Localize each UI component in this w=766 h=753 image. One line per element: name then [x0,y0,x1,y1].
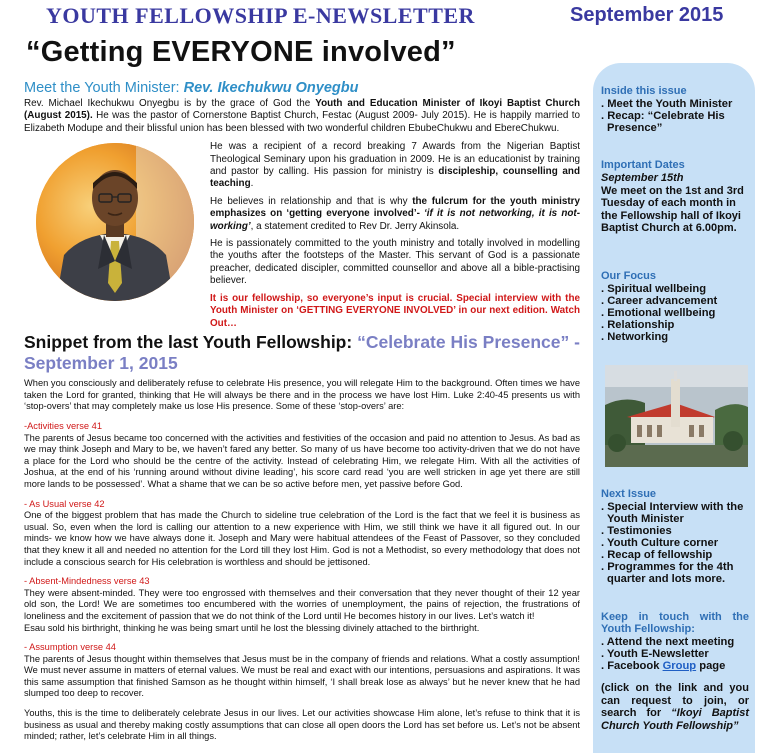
focus-block [601,270,749,343]
inside-item: Presence” [607,122,663,134]
minister-portrait-image [36,143,194,301]
focus-item: . Emotional wellbeing [601,307,716,319]
snippet-intro: When you consciously and deliberately refuse to celebrate His presence, you will relegate Him to the background. Often times we have taken the Lord for granted, thinking that He will always be there and in the process we have lost Him. Luke 2:40-45 presents us with ‘stop-overs’ that may completely make us lose His presence. Some of these ‘stop-overs’ are: [24,378,580,412]
church-photo [605,365,748,467]
minister-name: Rev. Ikechukwu Onyegbu [183,80,359,96]
touch-item: . Facebook Group page [601,660,726,672]
minister-intro: Rev. Michael Ikechukwu Onyegbu is by the grace of God the Youth and Education Minister of Ikoyi Baptist Church (August 2015). He was the pastor of Cornerstone Baptist Church, Festac (August 2009- July 2015). He is happily married to Elizabeth Modupe and their blissful union has been blessed with two wonderful children EbubeChukwu and EbereChukwu. [24,98,581,134]
point-label: - Absent-Mindedness verse 43 [24,576,150,587]
next-item: . Youth Culture corner [601,537,719,549]
minister-heading: Meet the Youth Minister: Rev. Ikechukwu Onyegbu [24,80,359,96]
next-item: . Programmes for the 4th [601,561,734,573]
next-item: . Recap of fellowship [601,549,713,561]
snippet-point: - Absent-Mindedness verse 43 They were absent-minded. They were too engrossed with themselves and their conversation that they never thought of their 12 year old son, the Lord! We are sometimes too encumbered with the worries of unemployment, the pains of rejection, the frustrations of loneliness and the excitement of passion that we do not think of the Lord until He becomes history in our lives. Let’s watch it! Esau sold his birthright, thinking he was being smart until he lost the blessing divinely attached to the birthright. [24,576,580,633]
touch-item: . Attend the next meeting [601,636,735,648]
bio-paragraph: He is passionately committed to the youth ministry and totally involved in modelling the youths after the footsteps of the Master. This servant of God is a passionate preacher, dedicated discipler, committed counsellor and above all a bible-practising believer. [210,238,580,287]
inside-issue-block [601,85,749,134]
keep-in-touch-block [601,611,749,732]
snippet-heading: Snippet from the last Youth Fellowship: “Celebrate His Presence” - September 1, 2015 [24,332,580,374]
touch-heading: Keep in touch with the Youth Fellowship: [601,611,749,635]
issue-date: September 2015 [570,4,724,26]
focus-heading: Our Focus [601,270,657,282]
sidebar [593,63,755,753]
interview-notice: It is our fellowship, so everyone’s input is crucial. Special interview with the Youth Minister on ‘GETTING EVERYONE INVOLVED’ in our next edition. Watch Out… [210,292,580,329]
snippet-body [24,378,580,743]
focus-item: . Spiritual wellbeing [601,283,707,295]
meeting-date: September 15th [601,172,684,184]
inside-item: . Meet the Youth Minister [601,98,733,110]
bio-paragraph: He was a recipient of a record breaking 7 Awards from the Nigerian Baptist Theological Seminary upon his graduation in 2009. He is an educationist by training and pastor by calling. His passion for ministry is discipleship, counselling and teaching. [210,141,580,190]
minister-photo [36,143,194,301]
next-item: Youth Minister [607,513,684,525]
next-item: . Testimonies [601,525,672,537]
next-item: quarter and lots more. [607,573,726,585]
main-column [24,80,580,751]
next-issue-block [601,488,749,585]
point-label: -Activities verse 41 [24,421,103,431]
point-label: - Assumption verse 44 [24,642,116,653]
snippet-point: -Activities verse 41 The parents of Jesus became too concerned with the activities and festivities of the occasion and paid no attention to Jesus. As bad as we may think Joseph and Mary to be, we haven’t fared any better. So many of us have become too activity-driven that we do not have a place for the Lord who should be the centre of the activity. Instead of celebrating Him, we relegate Him. With all the activities of Joshua, at the end of his ‘running around without divine leading’, his score card read ‘you are well stricken in age yet there are still more lands to be possessed’. What a shame that we can be so active before men, yet passive before God. [24,421,580,489]
focus-item: . Career advancement [601,295,718,307]
next-item: . Special Interview with the [601,501,744,513]
snippet-point: - Assumption verse 44 The parents of Jesus thought within themselves that Jesus must be in the company of friends and relations. What a costly assumption! We must never assume in matters of eternal values. We must be real and exact with our intentions, persuasions and aspirations. It was this same assumption that finished Samson as he thought within himself, ‘I shall break lose as always’ but he never knew that he had slumped too deep to recover. [24,642,580,699]
inside-heading: Inside this issue [601,85,687,97]
bio-paragraph: He believes in relationship and that is why the fulcrum for the youth ministry emphasizes on ‘getting everyone involved’- ‘if it is not networking, it is not-working’, a statement credited to Rev Dr. Jerry Akinsola. [210,195,580,232]
masthead [0,0,766,30]
focus-item: . Networking [601,331,669,343]
meeting-info: We meet on the 1st and 3rd Tuesday of each month in the Fellowship hall of Ikoyi Baptist Church at 6.00pm. [601,184,744,235]
snippet-closing: Youths, this is the time to deliberately celebrate Jesus in our lives. Let our activities showcase Him alone, let’s refuse to think that it is business as usual and thereby making costly assumptions that can close all open doors the Lord has set before us. Let’s not be absent minded; rather, let’s celebrate Him in all things. [24,708,580,742]
facebook-group-link[interactable]: Group [662,660,697,672]
focus-item: . Relationship [601,319,675,331]
minister-bio [24,141,580,329]
newsletter-title: YOUTH FELLOWSHIP E-NEWSLETTER [46,3,475,28]
church-building-image [605,365,748,467]
important-dates-block [601,159,749,235]
minister-bio-text [210,141,580,335]
dates-heading: Important Dates [601,159,685,171]
snippet-point: - As Usual verse 42 One of the biggest problem that has made the Church to sideline true celebration of the Lord is the fact that we feel it is business as usual. So, even when the lord is calling our attention to a new experience with Him, we still think we have it all figured out. In our minds- we know how we have always done it. Joseph and Mary were habitual attendees of the Feast of Passover, so they concluded that they knew it all and needed no attention for the Lord till they lost Him. God is not a Methodist, so every methodology that does not include a conscious search for His celebration is worthless and should be jettisoned. [24,498,580,567]
point-label: - As Usual verse 42 [24,498,105,509]
inside-item: . Recap: “Celebrate His [601,110,725,122]
headline: “Getting EVERYONE involved” [26,36,456,68]
next-heading: Next Issue [601,488,657,500]
touch-note: (click on the link and you can request to join, or search for “Ikoyi Baptist Church Youth Fellowship” [601,682,750,732]
touch-item: . Youth E-Newsletter [601,648,709,660]
